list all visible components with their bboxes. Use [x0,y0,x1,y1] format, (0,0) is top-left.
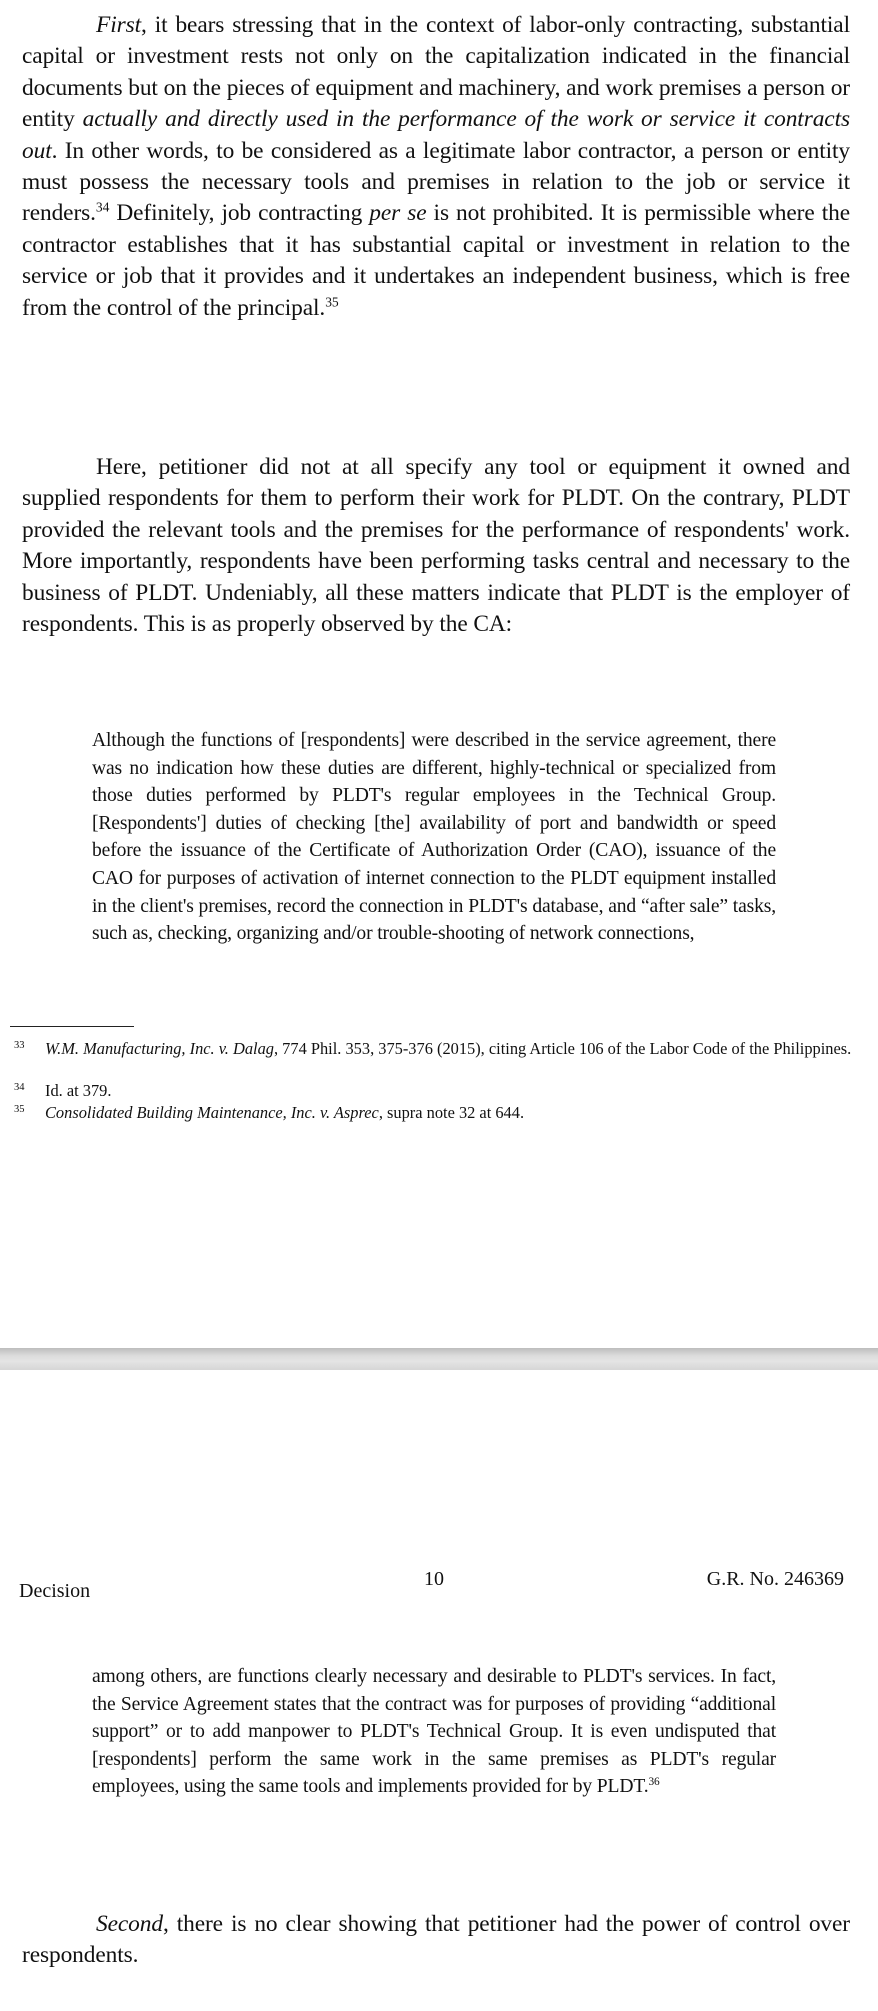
paragraph-first [22,10,850,324]
citation-text: , supra note 32 at 644. [378,1103,525,1122]
footnote-text [45,1039,854,1060]
header-case-number: G.R. No. 246369 [706,1568,844,1590]
lead-italic-second: Second [96,1911,163,1937]
paragraph-here: Here, petitioner did not at all specify any tool or equipment it owned and supplied respondents for them to perform their work for PLDT. On the contrary, PLDT provided the relevant tools and the premises for the performance of respondents' work. More importantly, respondents have been performing tasks central and necessary to the business of PLDT. Undeniably, all these matters indicate that PLDT is the employer of respondents. This is as properly observed by the CA: [22,454,850,638]
footnote-number: 33 [14,1040,25,1051]
paragraph-text: , it bears stressing that in the context of labor-only contracting, substantial capital or investment rests not only on the capitalization indicated in the financial documents but on the pieces of equipment and machinery, and work premises a person or entity [22,12,850,133]
footnote-34 [14,1081,854,1102]
block-quote-ca-part2 [92,1663,776,1801]
emphasis-text: per se [369,200,427,227]
footnote-ref-36[interactable]: 36 [648,1776,660,1789]
lead-italic-first: First [96,12,141,38]
block-quote-ca-part1: Although the functions of [respondents] were described in the service agreement, there was no indication how these duties are different, highly-technical or specialized from those duties performed by PLDT's regular employees in the Technical Group. [Respondents'] duties of checking [the] availability of port and bandwidth or speed before the issuance of the Certificate of Authorization Order (CAO), issuance of the CAO for purposes of activation of internet connection to the PLDT equipment installed in the client's premises, record the connection in PLDT's database, and “after sale” tasks, such as, checking, organizing and/or trouble-shooting of network connections, [92,730,776,945]
paragraph-text: . In other words, to be considered as a legitimate labor contractor, a person or entity must possess the necessary tools and premises in relation to the job or service it renders. [22,137,850,227]
header-decision-label: Decision [19,1580,91,1602]
footnote-number: 34 [14,1082,25,1093]
emphasis-text: actually and directly used in the performance of the work or service it contracts out [22,106,850,164]
footnote-text [45,1103,854,1124]
footnote-divider [10,1026,134,1027]
footnote-35 [14,1103,854,1124]
footnote-number: 35 [14,1104,25,1115]
paragraph-second [22,1909,850,1972]
citation-text: , 774 Phil. 353, 375-376 (2015), citing Article 106 of the Labor Code of the Philippines. [273,1039,852,1058]
page-break-separator [0,1348,878,1370]
paragraph-text: Definitely, job contracting [109,200,370,227]
citation-text: Id. at 379. [45,1081,112,1100]
case-name: W.M. Manufacturing, Inc. v. Dalag [45,1039,274,1058]
paragraph-text: , there is no clear showing that petitioner had the power of control over respondents. [22,1911,850,1969]
footnote-33 [14,1039,854,1060]
header-page-number: 10 [424,1568,444,1590]
footnote-ref-34[interactable]: 34 [95,200,110,216]
case-name: Consolidated Building Maintenance, Inc. v. Asprec [45,1103,379,1122]
paragraph-text: is not prohibited. It is permissible where the contractor establishes that it has substantial capital or investment in relation to the service or job that it provides and it undertakes an independent business, which is free from the control of the principal. [22,200,850,321]
footnote-text [45,1081,854,1102]
quote-text: among others, are functions clearly necessary and desirable to PLDT's services. In fact, the Service Agreement states that the contract was for purposes of providing “additional support” or to add manpower to PLDT's Technical Group. It is even undisputed that [respondents] perform the same work in the same premises as PLDT's regular employees, using the same tools and implements provided for by PLDT. [92,1666,776,1798]
footnote-ref-35[interactable]: 35 [325,294,339,310]
